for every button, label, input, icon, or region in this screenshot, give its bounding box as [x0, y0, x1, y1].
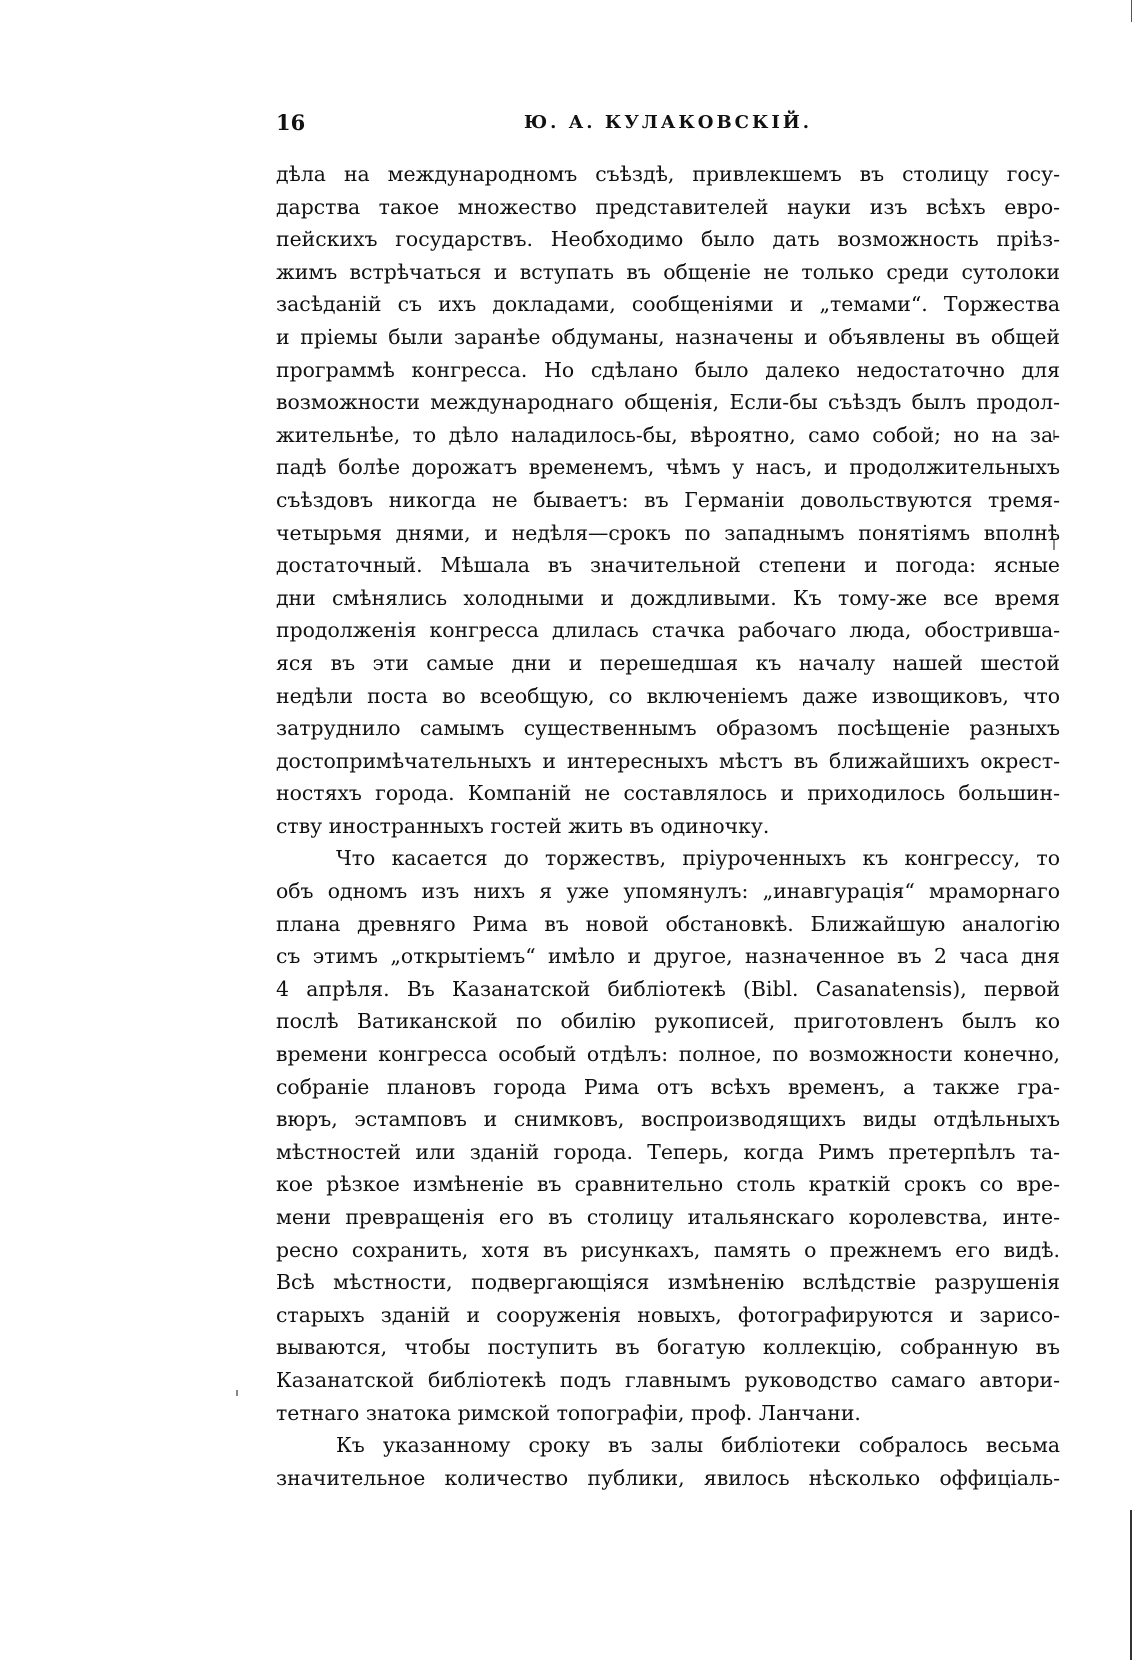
text-line: яся въ эти самые дни и перешедшая къ началу нашей шестой [276, 650, 1060, 675]
text-line: мени превращенія его въ столицу итальянскаго королевства, инте- [276, 1205, 1060, 1229]
text-line: жимъ встрѣчаться и вступать въ общеніе не только среди сутолоки [276, 259, 1060, 284]
paragraph-2 [276, 842, 1060, 1429]
text-line: недѣли поста во всеобщую, со включеніемъ даже извощиковъ, что [276, 683, 1060, 708]
text-line: съѣздовъ никогда не бываетъ: въ Германіи довольствуются тремя- [276, 487, 1060, 512]
text-line: послѣ Ватиканской по обилію рукописей, приготовленъ былъ ко [276, 1009, 1060, 1034]
body-text [276, 158, 1060, 1494]
text-line: плана древняго Рима въ новой обстановкѣ. Ближайшую аналогію [276, 911, 1060, 936]
page-number: 16 [276, 110, 306, 135]
text-line: затруднило самымъ существеннымъ образомъ посѣщеніе разныхъ [276, 716, 1060, 741]
scan-edge-mark [1131, 0, 1132, 22]
text-line: программѣ конгресса. Но сдѣлано было далеко недостаточно для [276, 357, 1060, 382]
text-line: объ одномъ изъ нихъ я уже упомянулъ: „инавгурація“ мраморнаго [276, 879, 1060, 904]
text-line: засѣданій съ ихъ докладами, сообщеніями и „темами“. Торжества [276, 292, 1060, 317]
text-line: значительное количество публики, явилось нѣсколько оффиціаль- [276, 1465, 1060, 1490]
text-line: собраніе плановъ города Рима отъ всѣхъ временъ, а также гра- [276, 1074, 1060, 1099]
text-line: Всѣ мѣстности, подвергающіяся измѣненію вслѣдствіе разрушенія [276, 1270, 1060, 1295]
text-line: и пріемы были заранѣе обдуманы, назначены и объявлены въ общей [276, 324, 1060, 349]
text-line: мѣстностей или зданій города. Теперь, когда Римъ претерпѣлъ та- [276, 1139, 1060, 1164]
text-line: достопримѣчательныхъ и интересныхъ мѣстъ въ ближайшихъ окрест- [276, 748, 1060, 773]
text-line: четырьмя днями, и недѣля—срокъ по западнымъ понятіямъ вполнѣ [276, 520, 1060, 545]
text-line: Къ указанному сроку въ залы библіотеки собралось весьма [336, 1433, 1060, 1458]
text-line: кое рѣзкое измѣненіе въ сравнительно столь краткій срокъ со вре- [276, 1172, 1060, 1197]
paragraph-1 [276, 158, 1060, 842]
text-line: дарства такое множество представителей науки изъ всѣхъ евро- [276, 194, 1060, 219]
text-line: 4 апрѣля. Въ Казанатской библіотекѣ (Bibl. Casanatensis), первой [276, 976, 1060, 1001]
text-line: Что касается до торжествъ, пріуроченныхъ къ конгрессу, то [336, 846, 1060, 871]
text-line: достаточный. Мѣшала въ значительной степени и погода: ясные [276, 553, 1060, 578]
text-line: ству иностранныхъ гостей жить въ одиночку. [276, 813, 770, 838]
paragraph-3 [276, 1429, 1060, 1494]
text-line: жительнѣе, то дѣло наладилось-бы, вѣроятно, само собой; но на за- [276, 422, 1060, 447]
text-line: ресно сохранить, хотя въ рисункахъ, память о прежнемъ его видѣ. [276, 1237, 1060, 1262]
text-line: Казанатской библіотекѣ подъ главнымъ руководство самаго автори- [276, 1367, 1060, 1392]
running-title: Ю. А. КУЛАКОВСКІЙ. [523, 112, 813, 133]
text-line: вываются, чтобы поступить въ богатую коллекцію, собранную въ [276, 1335, 1060, 1360]
text-line: ностяхъ города. Компаній не составлялось и приходилось большин- [276, 781, 1060, 806]
text-line: дѣла на международномъ съѣздѣ, привлекшемъ въ столицу госу- [276, 162, 1060, 186]
text-line: возможности международнаго общенія, Если-бы съѣздъ былъ продол- [276, 390, 1060, 415]
scan-speck [236, 1390, 238, 1396]
text-line: старыхъ зданій и сооруженія новыхъ, фотографируются и зарисо- [276, 1302, 1060, 1327]
text-line: тетнаго знатока римской топографіи, проф. Ланчани. [276, 1400, 861, 1425]
text-line: продолженія конгресса длилась стачка рабочаго люда, обострившa- [276, 618, 1060, 643]
text-line: падѣ болѣе дорожатъ временемъ, чѣмъ у насъ, и продолжительныхъ [276, 455, 1060, 480]
text-line: дни смѣнялись холодными и дождливыми. Къ тому-же все время [276, 585, 1060, 610]
text-line: пейскихъ государствъ. Необходимо было дать возможность пріѣз- [276, 227, 1060, 252]
scan-edge-mark [1130, 1510, 1132, 1660]
text-line: времени конгресса особый отдѣлъ: полное, по возможности конечно, [276, 1042, 1060, 1067]
text-line: вюръ, эстамповъ и снимковъ, воспроизводящихъ виды отдѣльныхъ [276, 1107, 1060, 1132]
page-header [276, 110, 1060, 140]
text-line: съ этимъ „открытіемъ“ имѣло и другое, назначенное въ 2 часа дня [276, 944, 1060, 969]
